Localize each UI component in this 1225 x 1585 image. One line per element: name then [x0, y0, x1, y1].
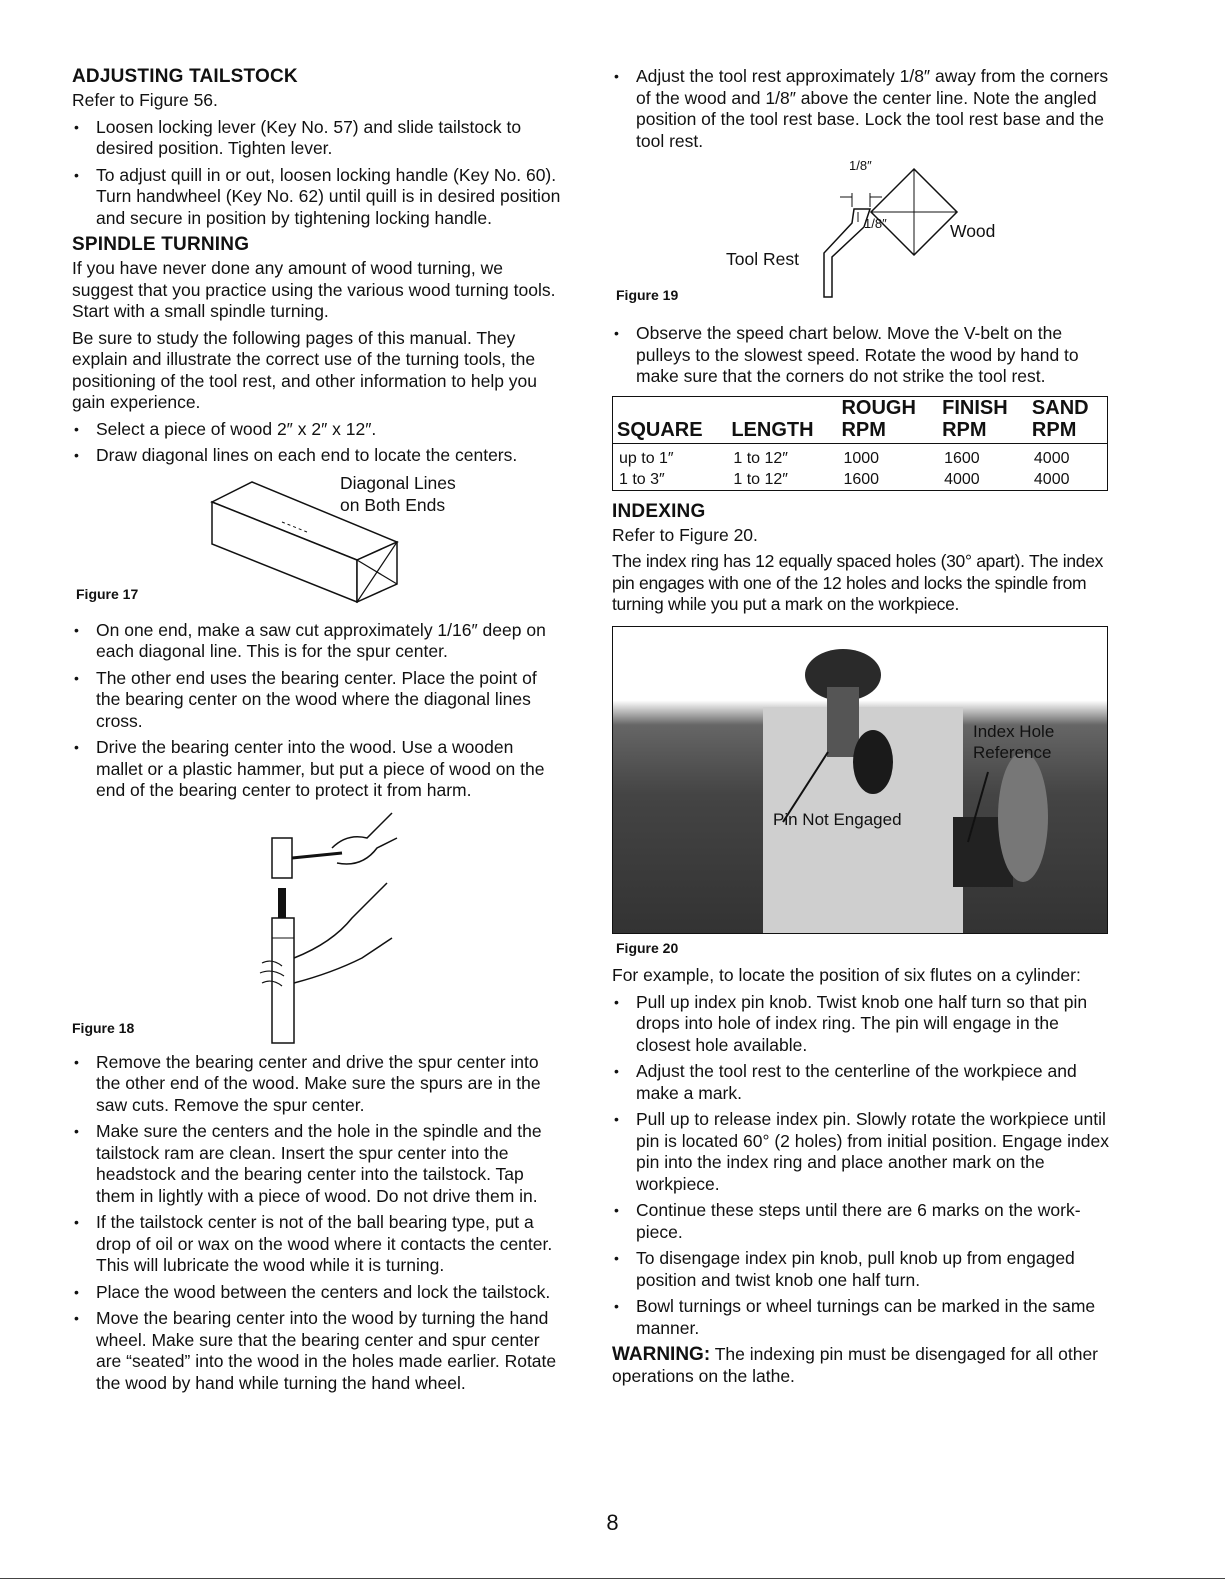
paragraph: Be sure to study the following pages of this manual. They explain and illustrate the correct use of the turning tools, the positioning of the tool rest, and other information to help you gain experience.	[72, 327, 538, 412]
list-item: • Pull up index pin knob. Twist knob one half turn so that pin drops into hole of index ring. The pin will engage in the closest hole available.	[612, 992, 1112, 1057]
figure-20-photo	[612, 626, 1108, 934]
list-item: • The other end uses the bearing center. Place the point of the bearing center on the wood where the diagonal lines cross.	[72, 668, 564, 733]
table-header-row: ROUGH FINISH SAND	[841, 396, 1089, 419]
list-item: • Adjust the tool rest to the centerline of the workpiece and make a mark.	[612, 1061, 1112, 1104]
list-item: • Observe the speed chart below. Move the V-belt on the pulleys to the slowest speed. Rotate the wood by hand to make sure that the corners do not strike the tool rest.	[612, 323, 1112, 388]
warning-text: The indexing pin must be disengaged for all other operations on the lathe.	[612, 1344, 1099, 1386]
figure-19-caption: Figure 19	[616, 287, 679, 303]
figure-17	[72, 472, 564, 612]
spindle-steps	[72, 419, 564, 467]
figure-19	[612, 157, 1112, 317]
figure-reference: Refer to Figure 20.	[612, 524, 758, 545]
figure-18-caption: Figure 18	[72, 1019, 135, 1036]
table-row: 1 to 3″ 1 to 12″ 1600 4000 4000	[619, 470, 1070, 488]
figure-18	[72, 808, 564, 1046]
left-column	[72, 66, 564, 1399]
warning-label: WARNING:	[612, 1344, 711, 1365]
table-header-row: SQUARE LENGTH RPM RPM RPM	[613, 419, 1108, 444]
dimension-label-side: 1/8″	[864, 216, 887, 231]
paragraph: The index ring has 12 equally spaced holes (30° apart). The index pin engages with one of the 12 holes and locks the spindle from turning while you put a mark on the workpiece.	[612, 551, 1104, 614]
section-title-adjusting-tailstock: ADJUSTING TAILSTOCK	[72, 66, 298, 87]
list-item: • Move the bearing center into the wood by turning the hand wheel. Make sure that the bearing center and spur center are “seated” into the wood in the holes made earlier. Rotate the wood by hand while turning the hand wheel.	[72, 1308, 564, 1394]
section-title-spindle-turning: SPINDLE TURNING	[72, 234, 250, 255]
wood-label: Wood	[950, 221, 996, 241]
tailstock-steps	[72, 117, 564, 230]
table-row: up to 1″ 1 to 12″ 1000 1600 4000	[619, 449, 1070, 467]
dimension-label-top: 1/8″	[849, 158, 872, 173]
section-title-indexing: INDEXING	[612, 500, 706, 522]
list-item: • Remove the bearing center and drive the spur center into the other end of the wood. Make sure the spurs are in the saw cuts. Remove the spur center.	[72, 1052, 564, 1117]
list-item: • Bowl turnings or wheel turnings can be marked in the same manner.	[612, 1296, 1112, 1339]
list-item: • To adjust quill in or out, loosen locking handle (Key No. 60). Turn handwheel (Key No. 62) until quill is in desired position and secure in position by tightening locking handle.	[72, 165, 564, 230]
steps-after-figure-18	[72, 1052, 564, 1395]
list-item: • Draw diagonal lines on each end to locate the centers.	[72, 445, 564, 467]
tool-rest-diagram	[792, 157, 1092, 317]
list-item: • Pull up to release index pin. Slowly rotate the workpiece until pin is located 60° (2 holes) from initial position. Engage index pin into the index ring and place another mark on the workpiece.	[612, 1109, 1112, 1195]
list-item: • To disengage index pin knob, pull knob up from engaged position and twist knob one half turn.	[612, 1248, 1112, 1291]
paragraph: If you have never done any amount of wood turning, we suggest that you practice using the various wood turning tools. Start with a small spindle turning.	[72, 258, 556, 321]
list-item: • Adjust the tool rest approximately 1/8″ away from the corners of the wood and 1/8″ above the center line. Note the angled position of the tool rest base. Lock the tool rest base and the tool rest.	[612, 66, 1112, 152]
paragraph: For example, to locate the position of six flutes on a cylinder:	[612, 965, 1081, 985]
figure-reference: Refer to Figure 56.	[72, 90, 218, 110]
list-item: • Select a piece of wood 2″ x 2″ x 12″.	[72, 419, 564, 441]
list-item: • Place the wood between the centers and lock the tailstock.	[72, 1282, 564, 1304]
right-column	[612, 66, 1112, 1392]
index-hole-reference-label: Index Hole Reference	[973, 721, 1055, 762]
lathe-index-photo	[613, 627, 1107, 933]
speed-step	[612, 323, 1112, 388]
diagonal-lines-label: Diagonal Lines on Both Ends	[340, 472, 456, 515]
page-bottom-rule	[0, 1578, 1225, 1579]
warning-paragraph	[612, 1344, 1112, 1387]
list-item: • On one end, make a saw cut approximately 1/16″ deep on each diagonal line. This is for the spur center.	[72, 620, 564, 663]
pin-not-engaged-label: Pin Not Engaged	[773, 809, 902, 829]
figure-20-caption: Figure 20	[616, 939, 679, 956]
speed-chart	[612, 396, 1108, 491]
list-item: • If the tailstock center is not of the ball bearing type, put a drop of oil or wax on the wood where it contacts the center. This will lubricate the wood while it is turning.	[72, 1212, 564, 1277]
list-item: • Loosen locking lever (Key No. 57) and slide tailstock to desired position. Tighten lever.	[72, 117, 564, 160]
list-item: • Continue these steps until there are 6 marks on the work-piece.	[612, 1200, 1112, 1243]
list-item: • Make sure the centers and the hole in the spindle and the tailstock ram are clean. Insert the spur center into the headstock and the bearing center into the tailstock. Tap them in lightly with a piece of wood. Do not drive them in.	[72, 1121, 564, 1207]
hammer-and-hands-illustration	[252, 808, 452, 1046]
steps-after-figure-17	[72, 620, 564, 802]
figure-17-caption: Figure 17	[76, 585, 139, 602]
list-item: • Drive the bearing center into the wood. Use a wooden mallet or a plastic hammer, but put a piece of wood on the end of the bearing center to protect it from harm.	[72, 737, 564, 802]
tool-rest-label: Tool Rest	[726, 249, 799, 269]
page-number: 8	[606, 1510, 619, 1535]
indexing-steps	[612, 992, 1112, 1340]
tool-rest-step	[612, 66, 1112, 152]
